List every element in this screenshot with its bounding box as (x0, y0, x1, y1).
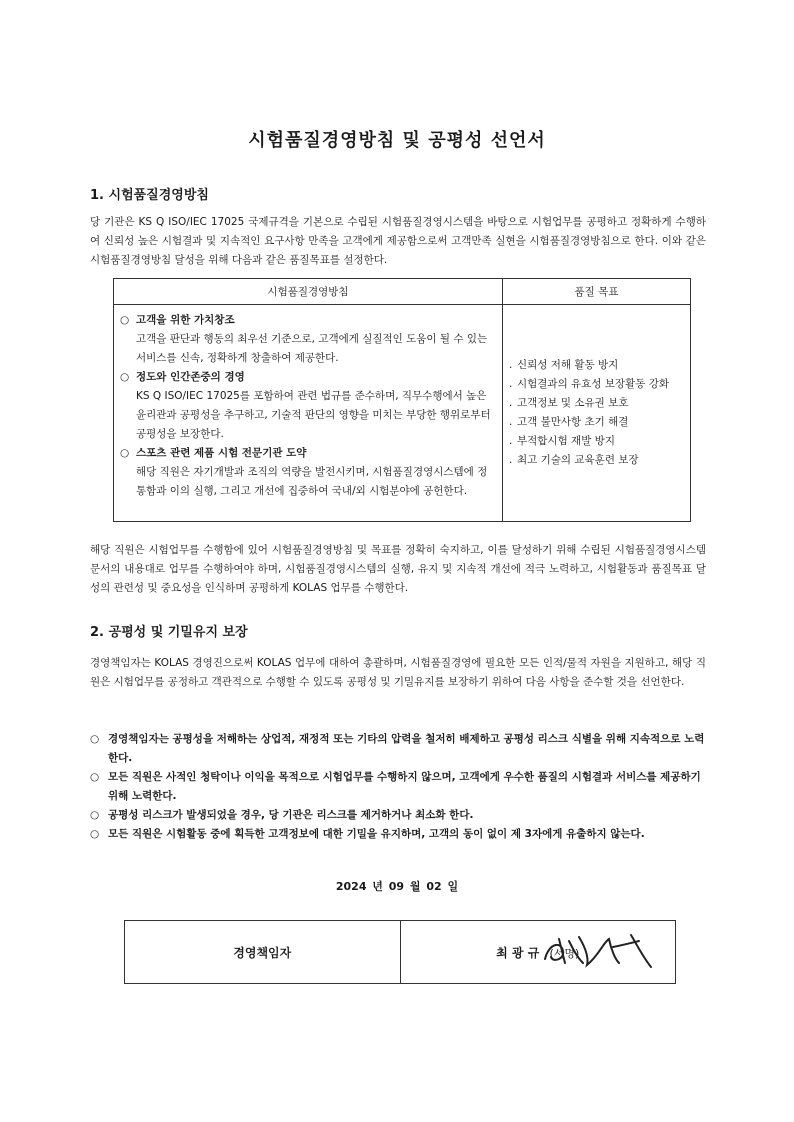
circle-bullet-icon: ○ (90, 809, 100, 821)
goal-text: 최고 기술의 교육훈련 보장 (517, 454, 639, 466)
goal-item (509, 375, 684, 394)
seal-label: (서명) (549, 946, 580, 960)
policy-column-header: 시험품질경영방침 (114, 279, 503, 305)
goal-item (509, 394, 684, 413)
goal-text: 시험결과의 유효성 보장활동 강화 (517, 378, 670, 390)
section-2-heading: 2. 공평성 및 기밀유지 보장 (90, 625, 248, 640)
declaration-item (90, 768, 710, 806)
policy-list-cell (114, 305, 503, 522)
goal-text: 고객정보 및 소유권 보호 (517, 397, 629, 409)
quality-policy-table (113, 278, 691, 522)
dot-marker-icon: . (509, 378, 513, 390)
circle-bullet-icon: ○ (90, 733, 100, 745)
policy-item (120, 368, 496, 444)
section-1-intro: 당 기관은 KS Q ISO/IEC 17025 국제규격을 기본으로 수립된 시험품질경영시스템을 바탕으로 시험업무를 공평하고 정확하게 수행하여 신뢰성 높은 시험결과 및 지속적인 요구사항 만족을 고객에게 제공함으로써 고객만족 실현을 시험품질경영방침으로 한다. 이와 같은 시험품질경영방침 달성을 위해 다음과 같은 품질목표를 설정한다. (90, 216, 706, 266)
policy-description: 고객을 판단과 행동의 최우선 기준으로, 고객에게 실질적인 도움이 될 수 있는 서비스를 신속, 정확하게 창출하여 제공한다. (136, 333, 488, 364)
policy-title: 스포츠 관련 제품 시험 전문기관 도약 (136, 447, 307, 459)
policy-title: 정도와 인간존중의 경영 (136, 371, 245, 383)
declaration-item (90, 806, 710, 825)
circle-bullet-icon: ○ (120, 447, 130, 459)
goal-column-header: 품질 목표 (503, 279, 691, 305)
signer-name: 최 광 규 (496, 945, 540, 960)
goal-item (509, 356, 684, 375)
declaration-date: 2024 년 09 월 02 일 (335, 880, 459, 893)
dot-marker-icon: . (509, 435, 513, 447)
dot-marker-icon: . (509, 416, 513, 428)
declaration-list (90, 730, 710, 844)
declaration-text: 경영책임자는 공평성을 저해하는 상업적, 재정적 또는 기타의 압력을 철저히 배제하고 공평성 리스크 식별을 위해 지속적으로 노력한다. (108, 733, 705, 764)
goal-list-cell (503, 305, 691, 522)
handwritten-signature (539, 929, 659, 973)
declaration-item (90, 730, 710, 768)
policy-title: 고객을 위한 가치창조 (136, 314, 235, 326)
goal-text: 고객 불만사항 초기 해결 (517, 416, 629, 428)
section-1-closing: 해당 직원은 시험업무를 수행함에 있어 시험품질경영방침 및 목표를 정확히 숙지하고, 이를 달성하기 위해 수립된 시험품질경영시스템 문서의 내용대로 업무를 수행하여야 하며, 시험품질경영시스템의 실행, 유지 및 지속적 개선에 적극 노력하고, 시험활동과 품질목표 달성의 관련성 및 중요성을 인식하며 공평하게 KOLAS 업무를 수행한다. (90, 544, 706, 594)
dot-marker-icon: . (509, 454, 513, 466)
declaration-item (90, 825, 710, 844)
goal-text: 신뢰성 저해 활동 방지 (517, 359, 619, 371)
signature-table (124, 920, 676, 984)
policy-item (120, 444, 496, 501)
signer-cell (400, 921, 676, 984)
circle-bullet-icon: ○ (90, 828, 100, 840)
circle-bullet-icon: ○ (90, 771, 100, 783)
policy-description: KS Q ISO/IEC 17025를 포함하여 관련 법규를 준수하며, 직무수행에서 높은 윤리관과 공평성을 추구하고, 기술적 판단의 영향을 미치는 부당한 행위로부터 공평성을 보장한다. (136, 390, 491, 440)
section-1-heading: 1. 시험품질경영방침 (90, 188, 209, 203)
declaration-text: 공평성 리스크가 발생되었을 경우, 당 기관은 리스크를 제거하거나 최소화 한다. (108, 809, 474, 821)
goal-item (509, 432, 684, 451)
goal-item (509, 451, 684, 470)
declaration-text: 모든 직원은 사적인 청탁이나 이익을 목적으로 시험업무를 수행하지 않으며, 고객에게 우수한 품질의 시험결과 서비스를 제공하기 위해 노력한다. (108, 771, 701, 802)
goal-item (509, 413, 684, 432)
signer-role: 경영책임자 (125, 921, 401, 984)
dot-marker-icon: . (509, 359, 513, 371)
policy-description: 해당 직원은 자기개발과 조직의 역량을 발전시키며, 시험품질경영시스템에 정통함과 이의 실행, 그리고 개선에 집중하여 국내/외 시험분야에 공헌한다. (136, 466, 488, 497)
policy-item (120, 311, 496, 368)
circle-bullet-icon: ○ (120, 371, 130, 383)
declaration-text: 모든 직원은 시험활동 중에 획득한 고객정보에 대한 기밀을 유지하며, 고객의 동이 없이 제 3자에게 유출하지 않는다. (108, 828, 645, 840)
circle-bullet-icon: ○ (120, 314, 130, 326)
section-2-intro: 경영책임자는 KOLAS 경영진으로써 KOLAS 업무에 대하여 총괄하며, 시험품질경영에 필요한 모든 인적/물적 자원을 지원하고, 해당 직원은 시험업무를 공정하고 객관적으로 수행할 수 있도록 공평성 및 기밀유지를 보장하기 위하여 다음 사항을 준수할 것을 선언한다. (90, 657, 706, 688)
page-title: 시험품질경영방침 및 공평성 선언서 (248, 130, 546, 151)
dot-marker-icon: . (509, 397, 513, 409)
goal-text: 부적합시험 재발 방지 (517, 435, 615, 447)
